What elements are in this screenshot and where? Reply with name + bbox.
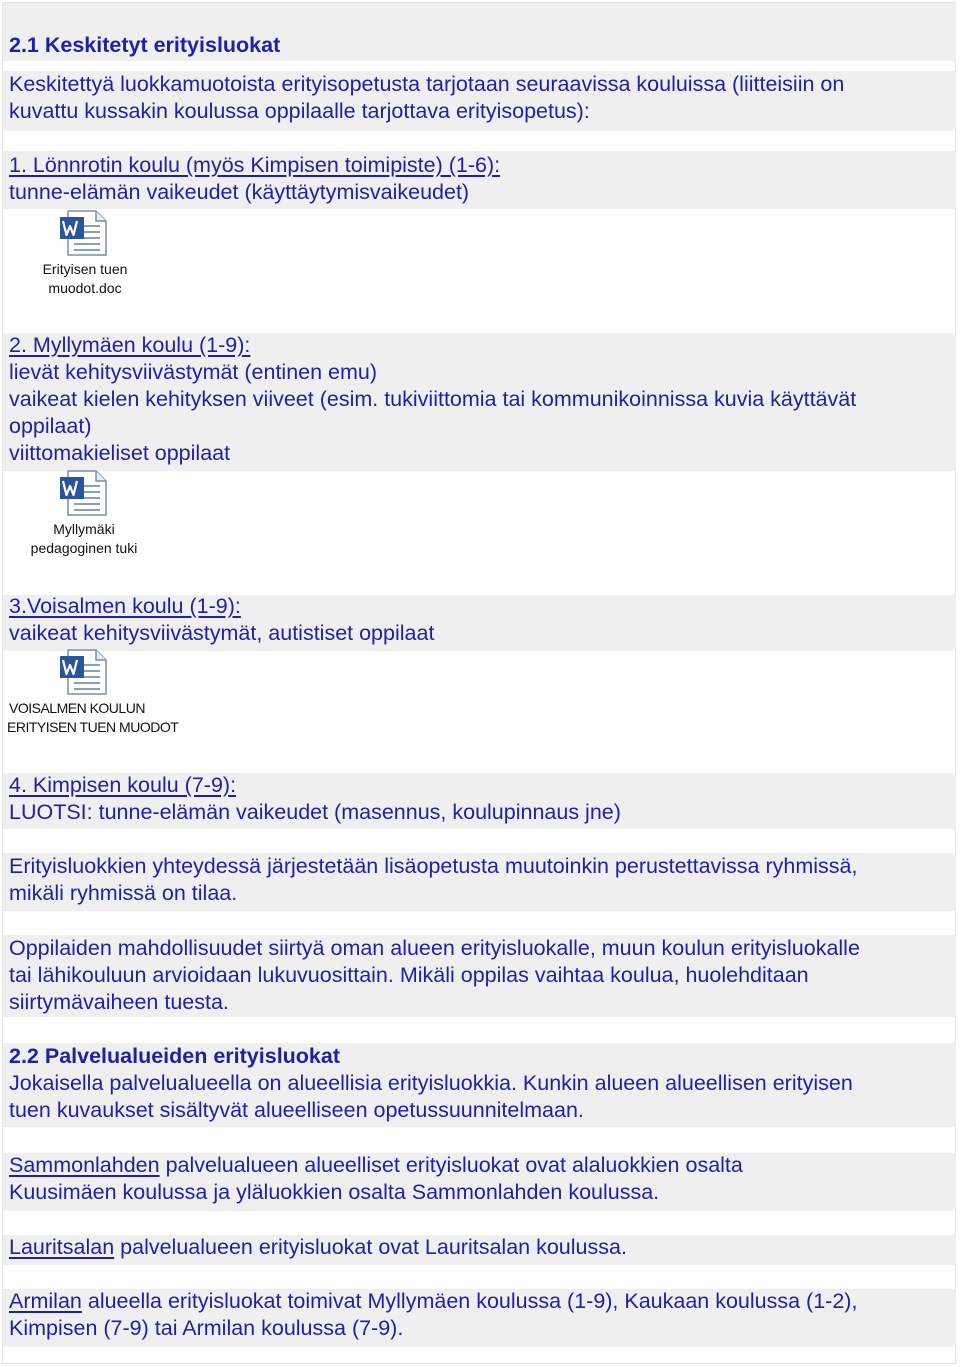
attachment-label: ERITYISEN TUEN MUODOT [7, 719, 179, 735]
paragraph-text: Erityisluokkien yhteydessä järjestetään lisäopetusta muutoinkin perustettavissa ryhmissä, [9, 854, 858, 878]
paragraph-text: Oppilaiden mahdollisuudet siirtyä oman alueen erityisluokalle, muun koulun erityisluokalle [9, 936, 860, 960]
paragraph-text: mikäli ryhmissä on tilaa. [9, 881, 238, 905]
paragraph-text: tai lähikouluun arvioidaan lukuvuosittain. Mikäli oppilas vaihtaa koulua, huolehditaan [9, 963, 809, 987]
document-page [2, 2, 956, 1364]
word-document-icon [58, 648, 108, 696]
word-document-icon [58, 209, 108, 257]
school-description: tunne-elämän vaikeudet (käyttäytymisvaikeudet) [9, 180, 470, 204]
armila-paragraph [9, 1288, 955, 1315]
school-description: viittomakieliset oppilaat [9, 441, 231, 465]
section-heading: 2.2 Palvelualueiden erityisluokat [9, 1044, 341, 1068]
armila-link[interactable]: Armilan [9, 1289, 82, 1313]
word-document-icon [58, 469, 108, 517]
school-link-myllymaki[interactable]: 2. Myllymäen koulu (1-9): [9, 333, 251, 357]
paragraph-text: palvelualueen erityisluokat ovat Lauritsalan koulussa. [114, 1235, 627, 1259]
section-heading: 2.1 Keskitetyt erityisluokat [9, 33, 281, 57]
attachment-label: Erityisen tuen [42, 261, 128, 277]
school-description: LUOTSI: tunne-elämän vaikeudet (masennus, koulupinnaus jne) [9, 800, 621, 824]
school-link-lonnrot[interactable]: 1. Lönnrotin koulu (myös Kimpisen toimipiste) (1-6): [9, 153, 501, 177]
school-link-voisalmi[interactable]: 3.Voisalmen koulu (1-9): [9, 594, 241, 618]
school-description: lievät kehitysviivästymät (entinen emu) [9, 360, 378, 384]
attachment-label: VOISALMEN KOULUN [9, 700, 145, 716]
paragraph-text: Jokaisella palvelualueella on alueellisia erityisluokkia. Kunkin alueen alueellisen erityisen [9, 1071, 853, 1095]
sammonlahti-paragraph [9, 1152, 743, 1179]
attachment-label: muodot.doc [48, 280, 122, 296]
sammonlahti-link[interactable]: Sammonlahden [9, 1153, 160, 1177]
paragraph-text: palvelualueen alueelliset erityisluokat ovat alaluokkien osalta [159, 1153, 743, 1177]
paragraph-text: tuen kuvaukset sisältyvät alueelliseen opetussuunnitelmaan. [9, 1098, 584, 1122]
paragraph-text: Kimpisen (7-9) tai Armilan koulussa (7-9). [9, 1316, 404, 1340]
attachment-label: pedagoginen tuki [30, 540, 138, 556]
intro-text: kuvattu kussakin koulussa oppilaalle tarjottava erityisopetus): [9, 99, 590, 123]
paragraph-text: siirtymävaiheen tuesta. [9, 990, 229, 1014]
intro-text: Keskitettyä luokkamuotoista erityisopetusta tarjotaan seuraavissa kouluissa (liitteisiin on [9, 72, 845, 96]
lauritsala-link[interactable]: Lauritsalan [9, 1235, 115, 1259]
attachment-label: Myllymäki [53, 521, 115, 537]
school-description: vaikeat kehitysviivästymät, autistiset oppilaat [9, 621, 435, 645]
school-description: vaikeat kielen kehityksen viiveet (esim. tukiviittomia tai kommunikoinnissa kuvia käyttävät [9, 387, 857, 411]
paragraph-text: Kuusimäen koulussa ja yläluokkien osalta Sammonlahden koulussa. [9, 1180, 660, 1204]
school-link-kimpinen[interactable]: 4. Kimpisen koulu (7-9): [9, 773, 237, 797]
lauritsala-paragraph [9, 1234, 627, 1261]
paragraph-text: alueella erityisluokat toimivat Myllymäen koulussa (1-9), Kaukaan koulussa (1-2), [81, 1289, 858, 1313]
school-description: oppilaat) [9, 414, 92, 438]
